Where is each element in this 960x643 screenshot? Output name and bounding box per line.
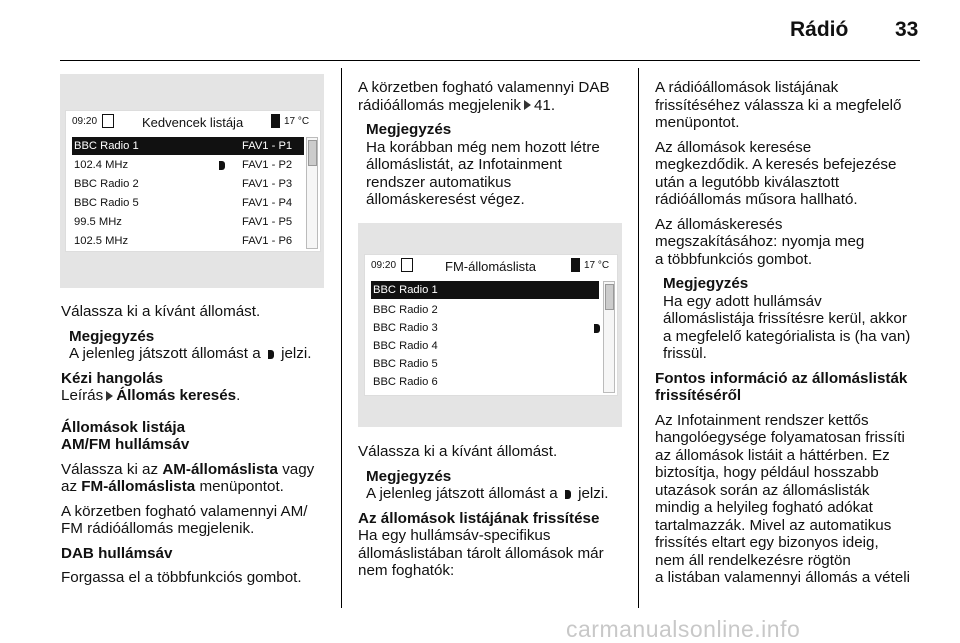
page-number: 33 <box>895 18 919 41</box>
section-heading: Az állomások listájának frissítése <box>358 509 600 527</box>
list-item[interactable]: 99.5 MHz FAV1 - P5 <box>74 216 293 228</box>
note-text: A jelenleg játszott állomást a jelzi. <box>366 485 609 502</box>
paragraph: A körzetben fogható valamennyi DAB <box>358 79 610 96</box>
clock: 09:20 <box>371 260 397 271</box>
screen-title: Kedvencek listája <box>142 115 244 130</box>
phone-icon <box>571 258 580 272</box>
reference-arrow-icon <box>106 391 113 401</box>
caption: Válassza ki a kívánt állomást. <box>61 303 261 320</box>
scrollbar-thumb[interactable] <box>308 140 317 166</box>
phone-icon <box>271 114 280 128</box>
temperature: 17 °C <box>284 116 310 127</box>
fm-list-screen <box>364 254 618 396</box>
column-3: A rádióállomások listájának frissítéséhez válassza ki a megfelelő menüpontot. Az állomások keresése megkezdődik. A keresés befejezése után a legutóbb kiválasztott rádióállomás műsora hallható. Az állomáskeresés megszakításához: nyomja meg a többfunkciós gombot. Megjegyzés Ha egy adott hullámsáv állomáslistája frissítésre kerül, akkor a megfelelő kategórialista is (ha van) frissül. Fontos információ az állomáslisták frissítéséről Az Infotainment rendszer kettős hangolóegysége folyamatosan frissíti az állomások listáit a háttérben. Ez biztosítja, hogy például hosszabb utazások során az állomáslisták mindig a helyileg fogható adókat tartalmazzák. Mivel az automatikus frissítés eltart egy bizonyos ideig, nem áll rendelkezésre rögtön a listában valamennyi állomás a vételi <box>655 79 925 587</box>
paragraph: Forgassa el a többfunkciós gombot. <box>61 569 302 586</box>
paragraph: A körzetben fogható valamennyi AM/ <box>61 502 308 520</box>
list-item[interactable]: BBC Radio 1 <box>371 281 599 299</box>
watermark: carmanualsonline.info <box>566 616 801 642</box>
status-bar <box>365 255 617 277</box>
status-bar <box>66 111 320 133</box>
favourites-screenshot <box>60 74 324 288</box>
paragraph: rádióállomás megjelenik 41. <box>358 96 556 114</box>
column-2-lower: Válassza ki a kívánt állomást. Megjegyzés A jelenleg játszott állomást a jelzi. Az állomások listájának frissítése Ha egy hullámsáv-specifikus állomáslistában tárolt állomások már nem foghatók: <box>358 443 633 580</box>
favourites-screen <box>65 110 321 252</box>
subsection-heading: AM/FM hullámsáv <box>61 436 190 453</box>
subsection-heading: DAB hullámsáv <box>61 544 173 562</box>
favourite-icon <box>401 258 413 272</box>
list-item[interactable]: 102.5 MHz FAV1 - P6 <box>74 235 293 247</box>
page-title: Rádió <box>790 18 849 41</box>
reference-arrow-icon <box>524 100 531 110</box>
note-heading: Megjegyzés <box>366 467 452 485</box>
paragraph: FM rádióállomás megjelenik. <box>61 520 255 537</box>
section-heading: frissítéséről <box>655 387 742 404</box>
scrollbar[interactable] <box>306 137 318 249</box>
column-divider-2 <box>638 68 639 608</box>
section-heading: Kézi hangolás <box>61 369 164 387</box>
speaker-icon <box>565 490 571 499</box>
list-item[interactable]: BBC Radio 3 <box>371 319 599 337</box>
paragraph: Válassza ki az AM-állomáslista vagy <box>61 460 315 478</box>
list-item[interactable]: 102.4 MHz FAV1 - P2 <box>74 159 293 171</box>
list-item[interactable]: BBC Radio 4 <box>373 340 438 352</box>
page-header <box>0 14 960 54</box>
note-heading: Megjegyzés <box>663 275 749 292</box>
reference-link[interactable]: Állomás keresés <box>116 387 237 404</box>
list-item[interactable]: BBC Radio 2 FAV1 - P3 <box>74 178 293 190</box>
section-heading: Állomások listája <box>61 418 186 436</box>
note-heading: Megjegyzés <box>366 121 452 138</box>
list-item[interactable]: BBC Radio 2 <box>373 304 438 316</box>
manual-text: Leírás Állomás keresés. <box>61 387 241 404</box>
scrollbar[interactable] <box>603 281 615 393</box>
clock: 09:20 <box>72 116 98 127</box>
header-rule <box>60 60 920 61</box>
scrollbar-thumb[interactable] <box>605 284 614 310</box>
column-2: A körzetben fogható valamennyi DAB rádióállomás megjelenik 41. Megjegyzés Ha korábban még nem hozott létre állomáslistát, az Infotainment rendszer automatikus állomáskeresést végez. <box>358 79 633 209</box>
column-divider-1 <box>341 68 342 608</box>
list-item[interactable]: BBC Radio 6 <box>373 376 438 388</box>
column-1 <box>61 303 331 587</box>
favourite-icon <box>102 114 114 128</box>
speaker-icon <box>594 324 600 333</box>
section-heading: Fontos információ az állomáslisták <box>655 369 908 387</box>
fm-list-screenshot <box>358 223 622 427</box>
note-text: A jelenleg játszott állomást a jelzi. <box>69 345 312 362</box>
paragraph: az FM-állomáslista menüpontot. <box>61 478 284 495</box>
list-item[interactable]: BBC Radio 1 FAV1 - P1 <box>72 137 304 155</box>
note-heading: Megjegyzés <box>69 327 155 345</box>
caption: Válassza ki a kívánt állomást. <box>358 443 558 460</box>
list-item[interactable]: BBC Radio 5 FAV1 - P4 <box>74 197 293 209</box>
temperature: 17 °C <box>584 260 610 271</box>
speaker-icon <box>219 161 225 170</box>
speaker-icon <box>268 350 274 359</box>
screen-title: FM-állomáslista <box>445 259 537 274</box>
list-item[interactable]: BBC Radio 5 <box>373 358 438 370</box>
